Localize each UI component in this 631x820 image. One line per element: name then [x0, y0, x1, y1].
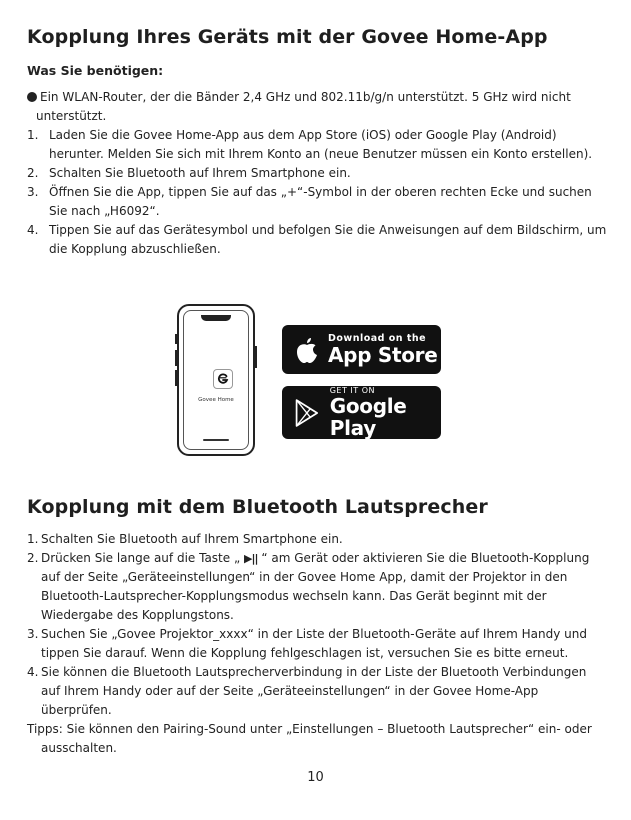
section-title-app-pairing: Kopplung Ihres Geräts mit der Govee Home-App: [27, 26, 548, 48]
requirements-subtitle: Was Sie benötigen:: [27, 63, 164, 78]
section-title-bluetooth-speaker: Kopplung mit dem Bluetooth Lautsprecher: [27, 496, 488, 518]
govee-home-app-icon: [213, 369, 233, 389]
app-store-big-text: App Store: [328, 343, 438, 367]
google-play-badge[interactable]: [282, 386, 441, 439]
list-item: 3. Öffnen Sie die App, tippen Sie auf das „+“-Symbol in der oberen rechten Ecke und suchen Sie nach „H6092“.: [27, 185, 592, 218]
list-item: 4. Sie können die Bluetooth Lautsprecherverbindung in der Liste der Bluetooth Verbindungen auf Ihrem Handy oder auf der Seite „Geräteeinstellungen“ in der Govee Home-App überprüfen.: [27, 665, 587, 717]
list-item: 2. Schalten Sie Bluetooth auf Ihrem Smartphone ein.: [27, 166, 351, 180]
google-play-small-text: GET IT ON: [329, 386, 375, 395]
bluetooth-pairing-steps: [27, 530, 607, 758]
govee-logo-icon: [217, 373, 229, 385]
list-item: 1. Schalten Sie Bluetooth auf Ihrem Smartphone ein.: [27, 532, 343, 546]
list-item: Ein WLAN-Router, der die Bänder 2,4 GHz und 802.11b/g/n unterstützt. 5 GHz wird nicht unterstützt.: [27, 88, 607, 126]
home-indicator: [203, 439, 229, 441]
apple-icon: [294, 335, 320, 365]
page-number: 10: [307, 770, 324, 785]
phone-illustration: [177, 304, 255, 456]
app-store-small-text: Download on the: [328, 333, 427, 344]
phone-notch: [201, 315, 231, 321]
list-item: 1. Laden Sie die Govee Home-App aus dem App Store (iOS) oder Google Play (Android) herunter. Melden Sie sich mit Ihrem Konto an (neue Benutzer müssen ein Konto erstellen).: [27, 128, 593, 161]
app-pairing-steps: [27, 88, 607, 259]
bullet-icon: [27, 92, 37, 102]
tips-note: Tipps: Sie können den Pairing-Sound unter „Einstellungen – Bluetooth Lautsprecher“ ein- oder ausschalten.: [27, 722, 592, 755]
google-play-big-text: Google Play: [329, 394, 407, 440]
app-store-badge[interactable]: [282, 325, 441, 374]
play-pause-icon: ▶||: [244, 552, 258, 565]
google-play-icon: [294, 396, 320, 430]
list-item: 3. Suchen Sie „Govee Projektor_xxxx“ in der Liste der Bluetooth-Geräte auf Ihrem Handy und tippen Sie darauf. Wenn die Kopplung fehlgeschlagen ist, versuchen Sie es bitte erneut.: [27, 627, 587, 660]
app-label: Govee Home: [198, 397, 234, 403]
list-item: 2. Drücken Sie lange auf die Taste „ ▶|| “ am Gerät oder aktivieren Sie die Bluetooth-Kopplung auf der Seite „Geräteeinstellungen“ in der Govee Home App, damit der Projektor in den Bluetooth-Lautsprecher-Kopplungsmodus wechseln kann. Das Gerät beginnt mit der Wiedergabe des Kopplungstons.: [27, 551, 590, 622]
list-item: 4. Tippen Sie auf das Gerätesymbol und befolgen Sie die Anweisungen auf dem Bildschirm, um die Kopplung abzuschließen.: [27, 223, 607, 256]
